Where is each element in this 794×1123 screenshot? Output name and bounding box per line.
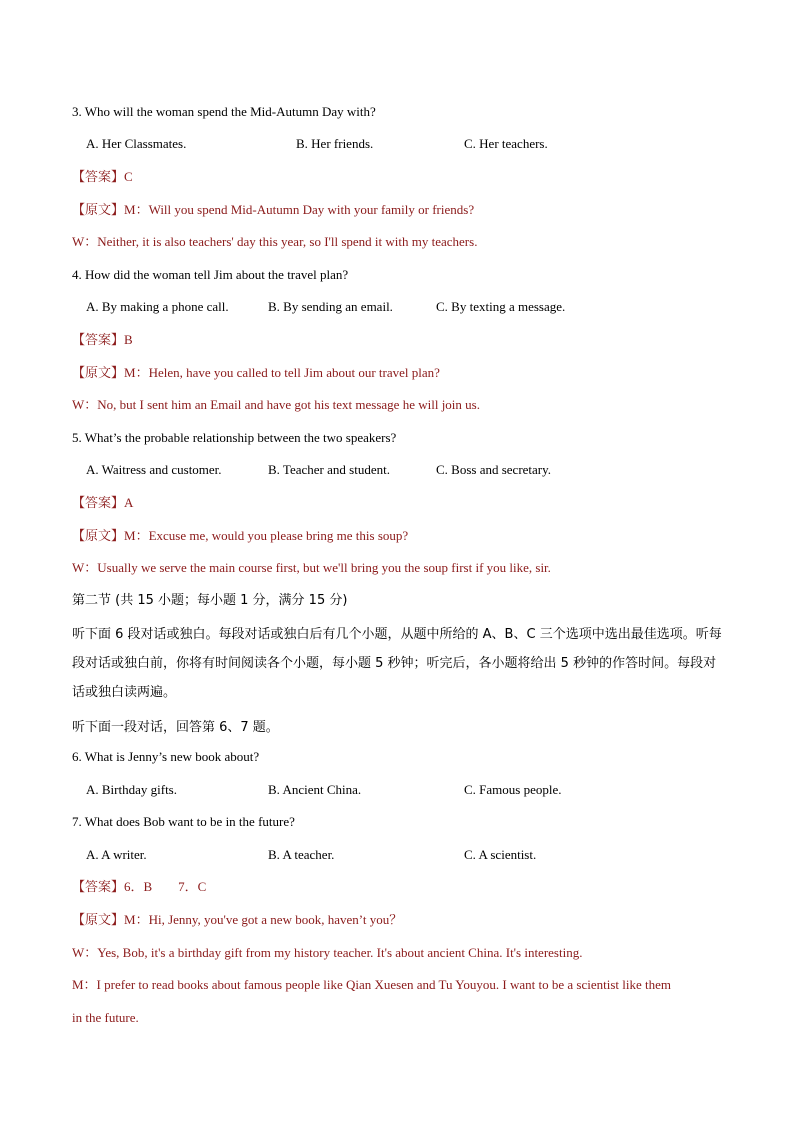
- section-2-heading: 第二节 (共 15 小题；每小题 1 分，满分 15 分): [72, 593, 348, 608]
- transcript-label: 【原文】: [72, 366, 125, 381]
- transcript-label: 【原文】: [72, 913, 125, 928]
- q4-transcript-w: W：No, but I sent him an Email and have got his text message he will join us.: [72, 397, 480, 412]
- answer-value: 6．B 7．C: [124, 879, 207, 894]
- q4-transcript-m: [72, 365, 440, 382]
- question-7: 7. What does Bob want to be in the future?: [72, 814, 295, 829]
- q3-transcript-w: W：Neither, it is also teachers' day this year, so I'll spend it with my teachers.: [72, 234, 478, 249]
- q3-option-a: A. Her Classmates.: [86, 136, 187, 151]
- q6-7-answer: [72, 879, 206, 896]
- question-3: 3. Who will the woman spend the Mid-Autumn Day with?: [72, 104, 376, 119]
- q7-option-a: A. A writer.: [86, 847, 147, 862]
- section-2-instructions: 听下面 6 段对话或独白。每段对话或独白后有几个小题，从题中所给的 A、B、C 三个选项中选出最佳选项。听每段对话或独白前，你将有时间阅读各个小题，每小题 5 秒钟；听完后，各小题将给出 5 秒钟的作答时间。每段对话或独白读两遍。: [72, 627, 722, 700]
- transcript-line: M：Will you spend Mid-Autumn Day with your family or friends?: [124, 202, 475, 217]
- q5-transcript-w: W：Usually we serve the main course first, but we'll bring you the soup first if you like, sir.: [72, 560, 551, 575]
- question-4: 4. How did the woman tell Jim about the travel plan?: [72, 267, 349, 282]
- q6-7-transcript-m2-cont: in the future.: [72, 1010, 139, 1025]
- q3-transcript-m: [72, 202, 474, 219]
- q4-option-b: B. By sending an email.: [268, 299, 393, 314]
- q6-7-transcript-m2: M：I prefer to read books about famous people like Qian Xuesen and Tu Youyou. I want to be a scientist like them: [72, 977, 671, 992]
- q6-option-a: A. Birthday gifts.: [86, 782, 177, 797]
- q5-answer: [72, 495, 133, 512]
- q6-7-transcript-m1: [72, 912, 402, 929]
- answer-value: A: [124, 495, 134, 510]
- q5-option-b: B. Teacher and student.: [268, 462, 390, 477]
- q6-7-transcript-w: W：Yes, Bob, it's a birthday gift from my history teacher. It's about ancient China. It's interesting.: [72, 945, 583, 960]
- q6-option-b: B. Ancient China.: [268, 782, 362, 797]
- transcript-line: M：Hi, Jenny, you've got a new book, haven’t you？: [124, 912, 403, 927]
- q7-option-c: C. A scientist.: [464, 847, 537, 862]
- answer-label: 【答案】: [72, 170, 125, 185]
- transcript-label: 【原文】: [72, 529, 125, 544]
- q5-option-a: A. Waitress and customer.: [86, 462, 222, 477]
- q5-transcript-m: [72, 528, 408, 545]
- answer-label: 【答案】: [72, 880, 125, 895]
- q3-answer: [72, 169, 133, 186]
- answer-label: 【答案】: [72, 496, 125, 511]
- q5-option-c: C. Boss and secretary.: [436, 462, 552, 477]
- answer-value: C: [124, 169, 133, 184]
- question-6: 6. What is Jenny’s new book about?: [72, 749, 260, 764]
- answer-label: 【答案】: [72, 333, 125, 348]
- q6-option-c: C. Famous people.: [464, 782, 562, 797]
- q3-option-c: C. Her teachers.: [464, 136, 548, 151]
- q3-option-b: B. Her friends.: [296, 136, 374, 151]
- transcript-line: M：Helen, have you called to tell Jim about our travel plan?: [124, 365, 440, 380]
- q4-answer: [72, 332, 133, 349]
- transcript-label: 【原文】: [72, 203, 125, 218]
- q4-option-a: A. By making a phone call.: [86, 299, 229, 314]
- q7-option-b: B. A teacher.: [268, 847, 335, 862]
- q4-option-c: C. By texting a message.: [436, 299, 566, 314]
- question-5: 5. What’s the probable relationship between the two speakers?: [72, 430, 397, 445]
- answer-value: B: [124, 332, 133, 347]
- transcript-line: M：Excuse me, would you please bring me this soup?: [124, 528, 409, 543]
- dialog-intro: 听下面一段对话，回答第 6、7 题。: [72, 720, 279, 735]
